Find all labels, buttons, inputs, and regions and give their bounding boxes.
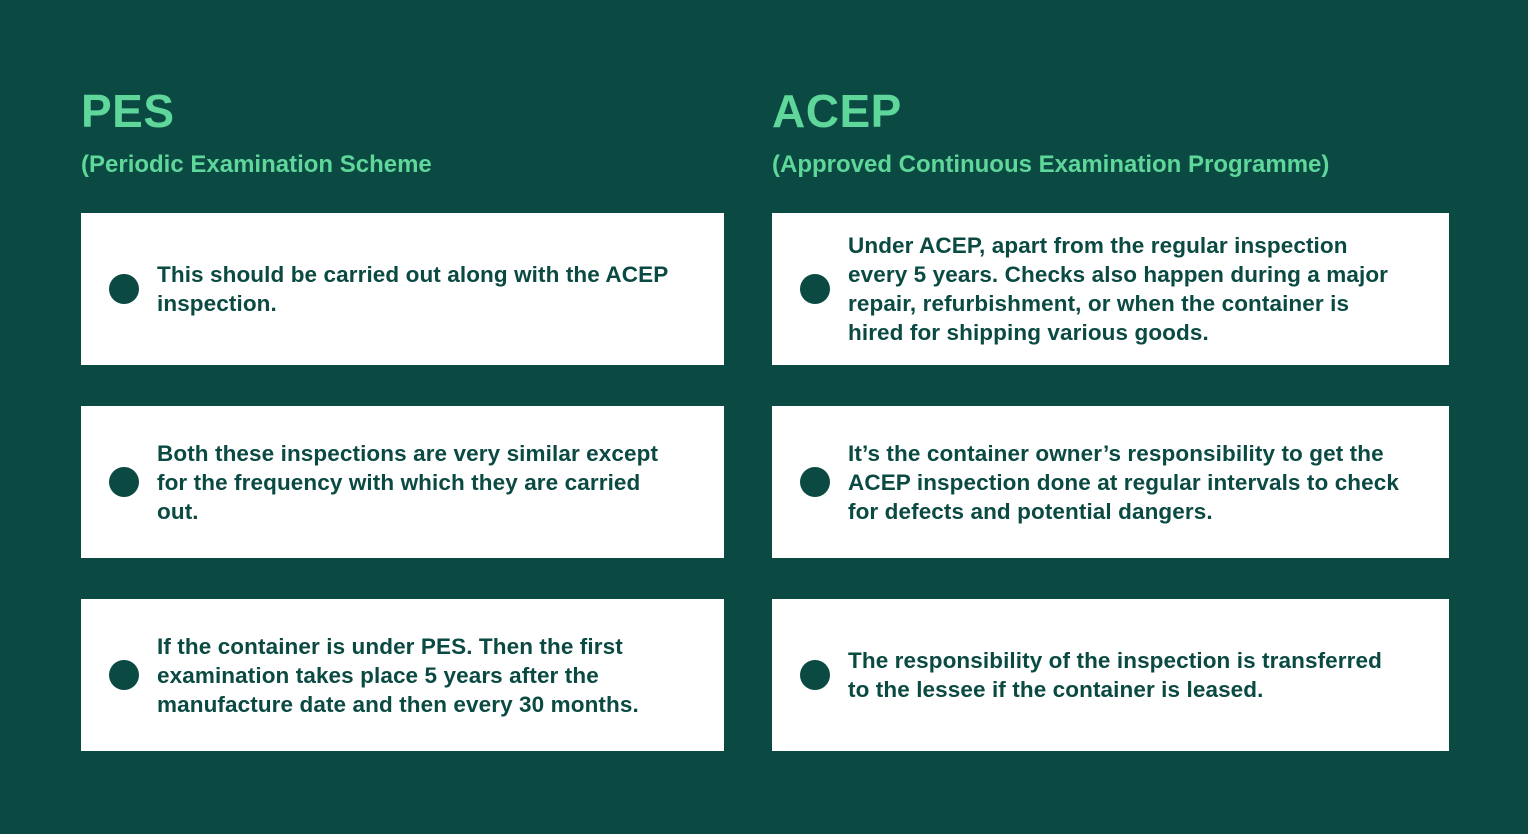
card-list-acep — [772, 213, 1417, 751]
column-subtitle-pes: (Periodic Examination Scheme — [81, 151, 432, 178]
card-text: If the container is under PES. Then the first examination takes place 5 years after the manufacture date and then every 30 months. — [157, 633, 639, 717]
bullet-dot-icon — [109, 467, 139, 497]
bullet-dot-icon — [800, 660, 830, 690]
card-text: The responsibility of the inspection is transferred to the lessee if the container is leased. — [848, 648, 1382, 702]
bullet-dot-icon — [109, 274, 139, 304]
bullet-dot-icon — [109, 660, 139, 690]
card-text: Under ACEP, apart from the regular inspection every 5 years. Checks also happen during a major repair, refurbishment, or when the container is hired for shipping various goods. — [848, 233, 1389, 345]
card-item — [81, 406, 724, 558]
card-item — [772, 406, 1449, 558]
bullet-dot-icon — [800, 467, 830, 497]
column-title-pes: PES — [81, 85, 175, 137]
bullet-dot-icon — [800, 274, 830, 304]
column-title-acep: ACEP — [772, 85, 902, 137]
card-text: It’s the container owner’s responsibility to get the ACEP inspection done at regular intervals to check for defects and potential dangers. — [848, 440, 1399, 524]
card-item — [772, 599, 1449, 751]
card-text: Both these inspections are very similar except for the frequency with which they are carried out. — [157, 440, 659, 524]
card-text: This should be carried out along with the ACEP inspection. — [157, 262, 668, 316]
column-subtitle-acep: (Approved Continuous Examination Programme) — [772, 151, 1330, 178]
card-item — [772, 213, 1449, 365]
card-list-pes — [81, 213, 726, 751]
card-item — [81, 213, 724, 365]
card-item — [81, 599, 724, 751]
